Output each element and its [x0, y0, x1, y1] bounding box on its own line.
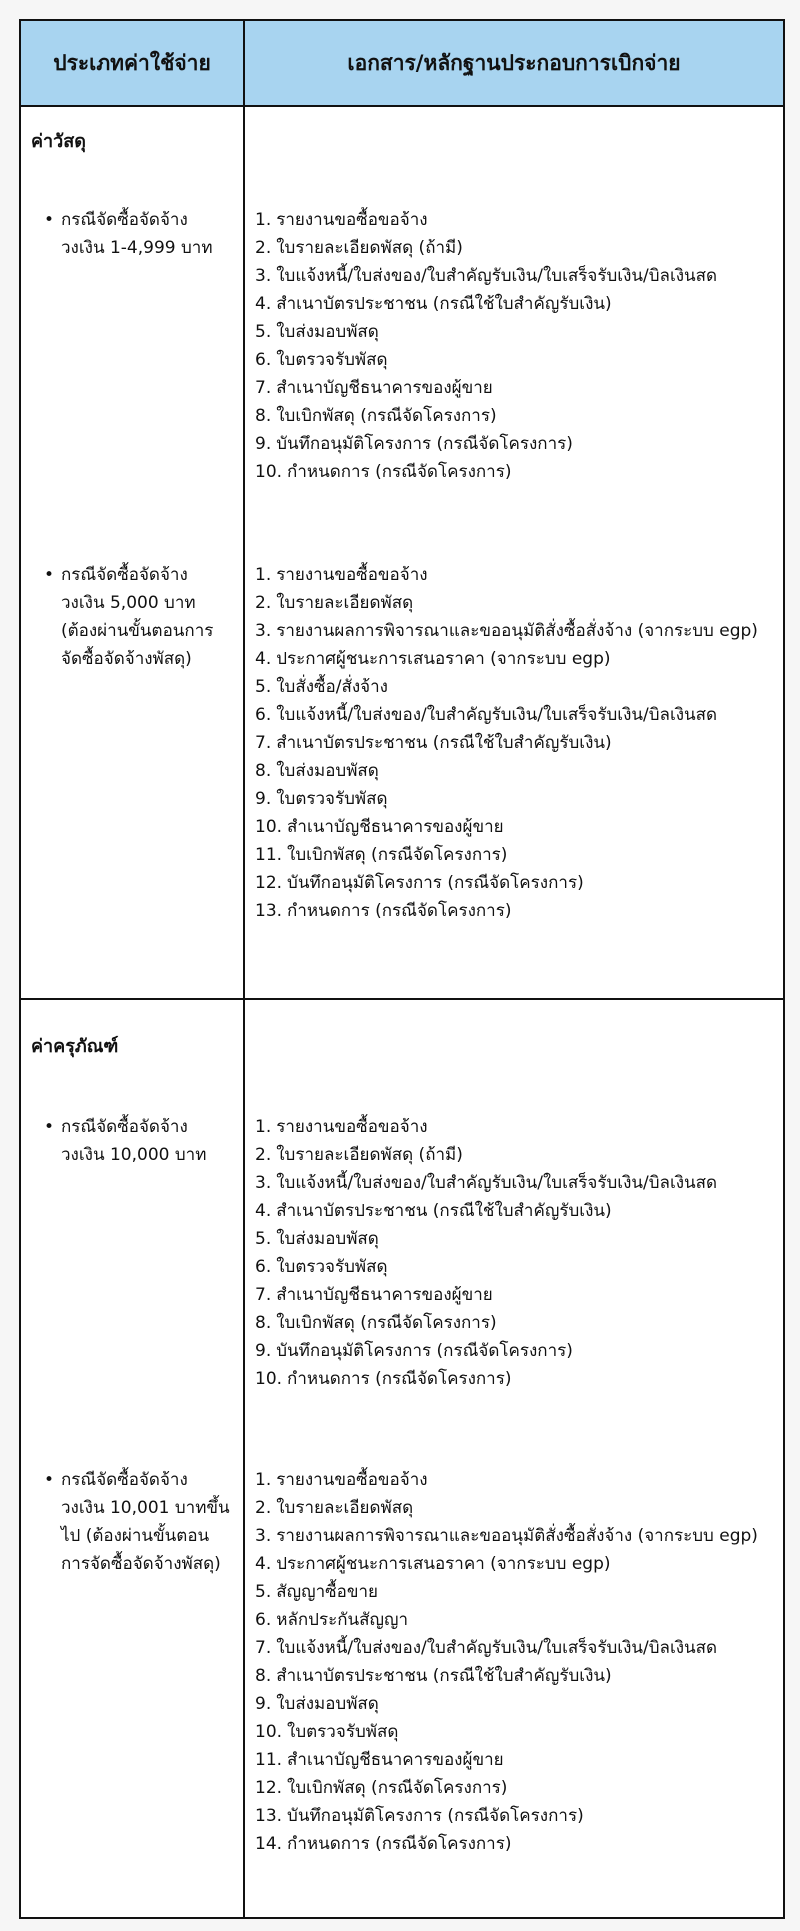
document-table — [19, 19, 785, 1919]
list-item: 10. ใบตรวจรับพัสดุ — [255, 1722, 399, 1742]
list-item: 4. สำเนาบัตรประชาชน (กรณีใช้ใบสำคัญรับเงิน) — [255, 1201, 612, 1221]
list-item: 1. รายงานขอซื้อขอจ้าง — [255, 1117, 428, 1137]
list-item: 14. กำหนดการ (กรณีจัดโครงการ) — [255, 1834, 512, 1854]
list-item: 8. ใบเบิกพัสดุ (กรณีจัดโครงการ) — [255, 406, 497, 426]
document-list — [255, 561, 775, 925]
section-title-equipment: ค่าครุภัณฑ์ — [31, 1036, 119, 1057]
list-item: 11. สำเนาบัญชีธนาคารของผู้ขาย — [255, 1750, 504, 1770]
header-expense-type: ประเภทค่าใช้จ่าย — [53, 50, 211, 75]
case-label: • กรณีจัดซื้อจัดจ้าง วงเงิน 10,000 บาท — [37, 1113, 232, 1169]
document-list — [255, 206, 775, 486]
header-documents: เอกสาร/หลักฐานประกอบการเบิกจ่าย — [347, 50, 681, 75]
list-item: 6. ใบตรวจรับพัสดุ — [255, 350, 388, 370]
list-item: 4. สำเนาบัตรประชาชน (กรณีใช้ใบสำคัญรับเงิน) — [255, 294, 612, 314]
list-item: 2. ใบรายละเอียดพัสดุ (ถ้ามี) — [255, 1145, 463, 1165]
list-item: 3. รายงานผลการพิจารณาและขออนุมัติสั่งซื้อสั่งจ้าง (จากระบบ egp) — [255, 621, 758, 641]
list-item: 4. ประกาศผู้ชนะการเสนอราคา (จากระบบ egp) — [255, 649, 611, 669]
table-header — [21, 21, 783, 107]
list-item: 5. ใบส่งมอบพัสดุ — [255, 322, 379, 342]
list-item: 5. ใบสั่งซื้อ/สั่งจ้าง — [255, 677, 388, 697]
list-item: 12. บันทึกอนุมัติโครงการ (กรณีจัดโครงการ) — [255, 873, 584, 893]
bullet-icon: • — [43, 1470, 55, 1490]
case-label: • กรณีจัดซื้อจัดจ้าง วงเงิน 10,001 บาทขึ้นไป (ต้องผ่านขั้นตอนการจัดซื้อจัดจ้างพัสดุ) — [37, 1466, 232, 1578]
list-item: 2. ใบรายละเอียดพัสดุ — [255, 1498, 414, 1518]
list-item: 2. ใบรายละเอียดพัสดุ (ถ้ามี) — [255, 238, 463, 258]
bullet-icon: • — [43, 210, 55, 230]
list-item: 3. ใบแจ้งหนี้/ใบส่งของ/ใบสำคัญรับเงิน/ใบเสร็จรับเงิน/บิลเงินสด — [255, 266, 718, 286]
list-item: 7. ใบแจ้งหนี้/ใบส่งของ/ใบสำคัญรับเงิน/ใบเสร็จรับเงิน/บิลเงินสด — [255, 1638, 718, 1658]
list-item: 8. ใบส่งมอบพัสดุ — [255, 761, 379, 781]
list-item: 6. ใบแจ้งหนี้/ใบส่งของ/ใบสำคัญรับเงิน/ใบเสร็จรับเงิน/บิลเงินสด — [255, 705, 718, 725]
list-item: 10. สำเนาบัญชีธนาคารของผู้ขาย — [255, 817, 504, 837]
list-item: 7. สำเนาบัญชีธนาคารของผู้ขาย — [255, 1285, 493, 1305]
list-item: 8. สำเนาบัตรประชาชน (กรณีใช้ใบสำคัญรับเงิน) — [255, 1666, 612, 1686]
list-item: 1. รายงานขอซื้อขอจ้าง — [255, 210, 428, 230]
list-item: 5. สัญญาซื้อขาย — [255, 1582, 379, 1602]
list-item: 10. กำหนดการ (กรณีจัดโครงการ) — [255, 1369, 512, 1389]
list-item: 7. สำเนาบัตรประชาชน (กรณีใช้ใบสำคัญรับเงิน) — [255, 733, 612, 753]
list-item: 10. กำหนดการ (กรณีจัดโครงการ) — [255, 462, 512, 482]
list-item: 3. รายงานผลการพิจารณาและขออนุมัติสั่งซื้อสั่งจ้าง (จากระบบ egp) — [255, 1526, 758, 1546]
case-label: • กรณีจัดซื้อจัดจ้าง วงเงิน 5,000 บาท (ต้องผ่านขั้นตอนการจัดซื้อจัดจ้างพัสดุ) — [37, 561, 232, 673]
bullet-icon: • — [43, 565, 55, 585]
list-item: 4. ประกาศผู้ชนะการเสนอราคา (จากระบบ egp) — [255, 1554, 611, 1574]
list-item: 13. บันทึกอนุมัติโครงการ (กรณีจัดโครงการ) — [255, 1806, 584, 1826]
section-divider — [21, 998, 783, 1000]
list-item: 12. ใบเบิกพัสดุ (กรณีจัดโครงการ) — [255, 1778, 508, 1798]
list-item: 6. หลักประกันสัญญา — [255, 1610, 409, 1630]
section-title-materials: ค่าวัสดุ — [31, 131, 86, 152]
list-item: 9. บันทึกอนุมัติโครงการ (กรณีจัดโครงการ) — [255, 434, 573, 454]
list-item: 6. ใบตรวจรับพัสดุ — [255, 1257, 388, 1277]
column-divider — [243, 21, 245, 1917]
list-item: 13. กำหนดการ (กรณีจัดโครงการ) — [255, 901, 512, 921]
list-item: 8. ใบเบิกพัสดุ (กรณีจัดโครงการ) — [255, 1313, 497, 1333]
list-item: 1. รายงานขอซื้อขอจ้าง — [255, 565, 428, 585]
document-list — [255, 1113, 775, 1393]
case-label: • กรณีจัดซื้อจัดจ้าง วงเงิน 1-4,999 บาท — [37, 206, 232, 262]
list-item: 5. ใบส่งมอบพัสดุ — [255, 1229, 379, 1249]
list-item: 11. ใบเบิกพัสดุ (กรณีจัดโครงการ) — [255, 845, 508, 865]
list-item: 2. ใบรายละเอียดพัสดุ — [255, 593, 414, 613]
list-item: 9. ใบตรวจรับพัสดุ — [255, 789, 388, 809]
list-item: 1. รายงานขอซื้อขอจ้าง — [255, 1470, 428, 1490]
document-list — [255, 1466, 775, 1858]
list-item: 9. ใบส่งมอบพัสดุ — [255, 1694, 379, 1714]
list-item: 3. ใบแจ้งหนี้/ใบส่งของ/ใบสำคัญรับเงิน/ใบเสร็จรับเงิน/บิลเงินสด — [255, 1173, 718, 1193]
list-item: 9. บันทึกอนุมัติโครงการ (กรณีจัดโครงการ) — [255, 1341, 573, 1361]
bullet-icon: • — [43, 1117, 55, 1137]
list-item: 7. สำเนาบัญชีธนาคารของผู้ขาย — [255, 378, 493, 398]
